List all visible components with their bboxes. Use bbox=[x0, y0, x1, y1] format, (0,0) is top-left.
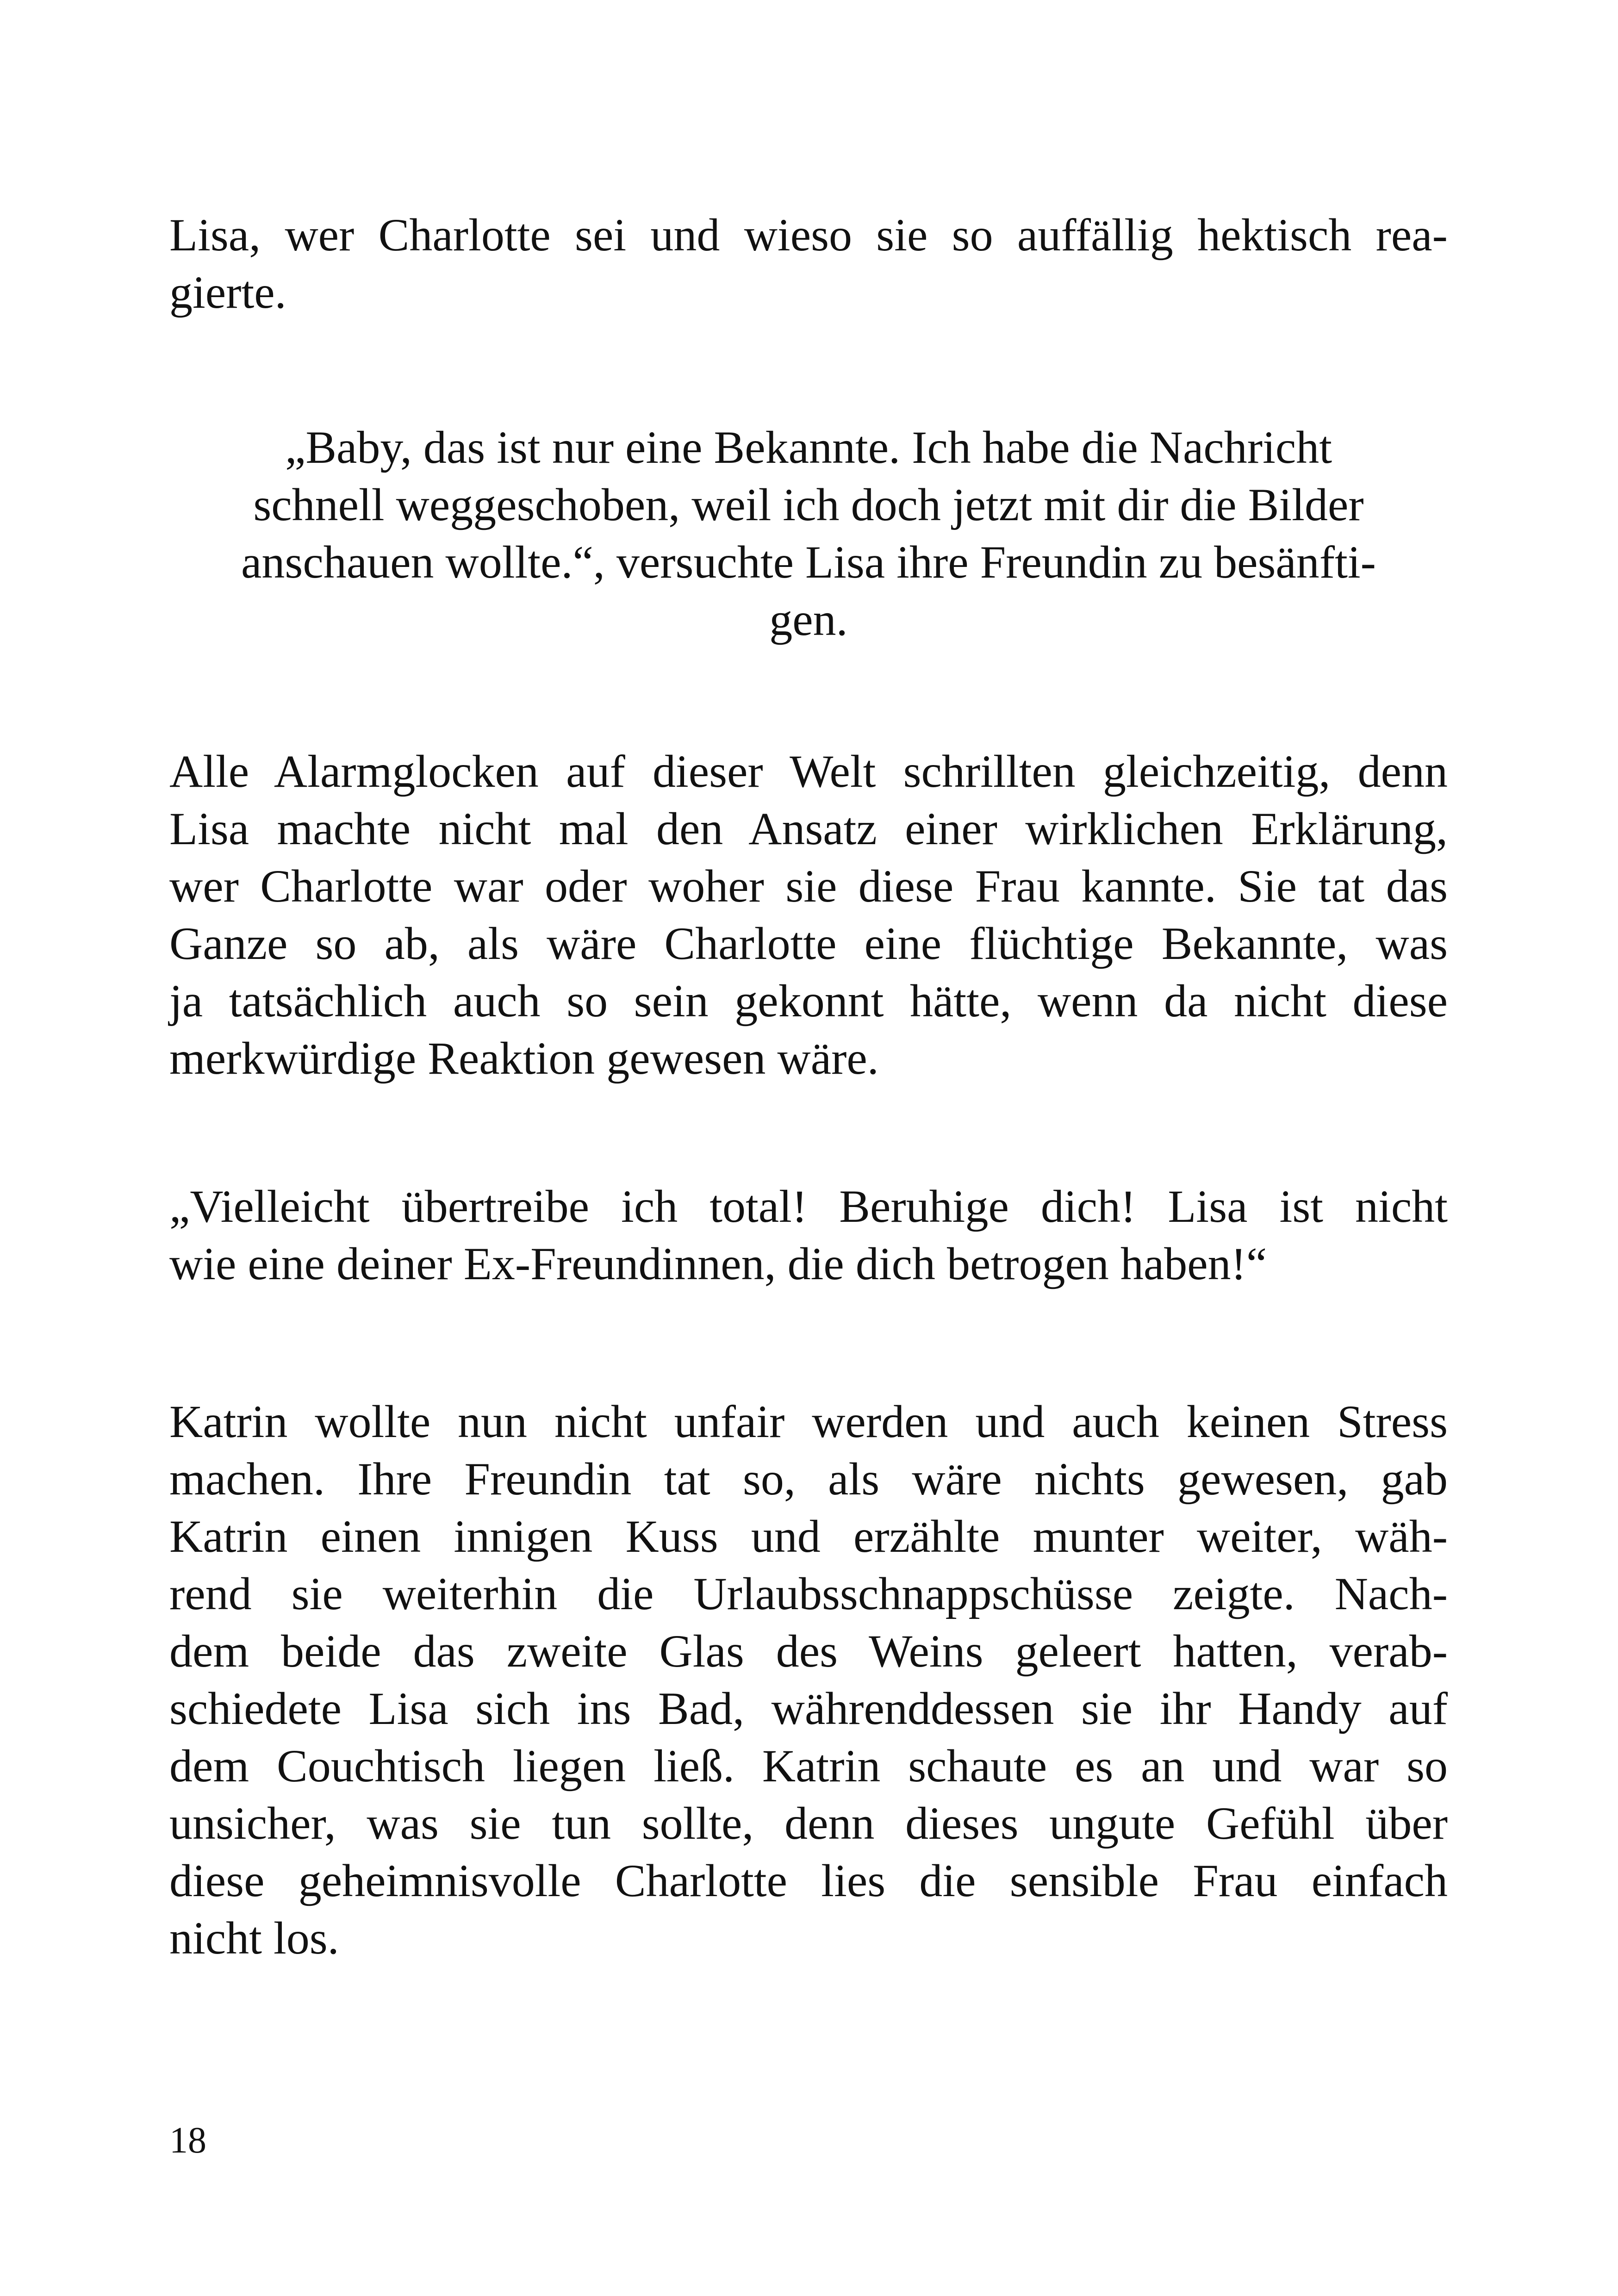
text-line: wer Charlotte war oder woher sie diese Frau kannte. Sie tat das bbox=[169, 860, 1448, 912]
text-line: dem Couchtisch liegen ließ. Katrin schaute es an und war so bbox=[169, 1740, 1448, 1792]
paragraph-5 bbox=[169, 1393, 1448, 1967]
text-line: rend sie weiterhin die Urlaubsschnappschüsse zeigte. Nach- bbox=[169, 1568, 1448, 1619]
text-line: machen. Ihre Freundin tat so, als wäre nichts gewesen, gab bbox=[169, 1453, 1448, 1505]
text-line: wie eine deiner Ex-Freundinnen, die dich betrogen haben!“ bbox=[169, 1238, 1267, 1289]
text-line: gierte. bbox=[169, 267, 286, 318]
text-line: Alle Alarmglocken auf dieser Welt schrillten gleichzeitig, denn bbox=[169, 746, 1448, 797]
text-line: gen. bbox=[769, 594, 848, 645]
text-line: Lisa machte nicht mal den Ansatz einer wirklichen Erklärung, bbox=[169, 803, 1448, 854]
text-line: ja tatsächlich auch so sein gekonnt hätte, wenn da nicht diese bbox=[169, 975, 1448, 1027]
paragraph-2-dialogue bbox=[169, 419, 1448, 648]
text-line: Ganze so ab, als wäre Charlotte eine flüchtige Bekannte, was bbox=[169, 918, 1448, 969]
text-line: diese geheimnisvolle Charlotte lies die sensible Frau einfach bbox=[169, 1855, 1448, 1906]
text-line: schiedete Lisa sich ins Bad, währenddessen sie ihr Handy auf bbox=[169, 1683, 1448, 1734]
text-line: „Vielleicht übertreibe ich total! Beruhige dich! Lisa ist nicht bbox=[169, 1181, 1448, 1232]
page-number: 18 bbox=[169, 2120, 206, 2161]
text-line: dem beide das zweite Glas des Weins geleert hatten, verab- bbox=[169, 1625, 1448, 1677]
text-line: Katrin wollte nun nicht unfair werden und auch keinen Stress bbox=[169, 1396, 1448, 1447]
text-line: Lisa, wer Charlotte sei und wieso sie so auffällig hektisch rea- bbox=[169, 209, 1448, 261]
text-line: nicht los. bbox=[169, 1912, 339, 1964]
paragraph-3 bbox=[169, 743, 1448, 1087]
text-line: Katrin einen innigen Kuss und erzählte munter weiter, wäh- bbox=[169, 1511, 1448, 1562]
text-line: schnell weggeschoben, weil ich doch jetzt mit dir die Bilder bbox=[253, 479, 1364, 530]
text-line: unsicher, was sie tun sollte, denn dieses ungute Gefühl über bbox=[169, 1798, 1448, 1849]
text-line: anschauen wollte.“, versuchte Lisa ihre Freundin zu besänfti- bbox=[241, 536, 1376, 588]
text-line: merkwürdige Reaktion gewesen wäre. bbox=[169, 1033, 879, 1084]
paragraph-1 bbox=[169, 206, 1448, 321]
text-line: „Baby, das ist nur eine Bekannte. Ich habe die Nachricht bbox=[285, 422, 1332, 473]
paragraph-4-dialogue bbox=[169, 1178, 1448, 1293]
